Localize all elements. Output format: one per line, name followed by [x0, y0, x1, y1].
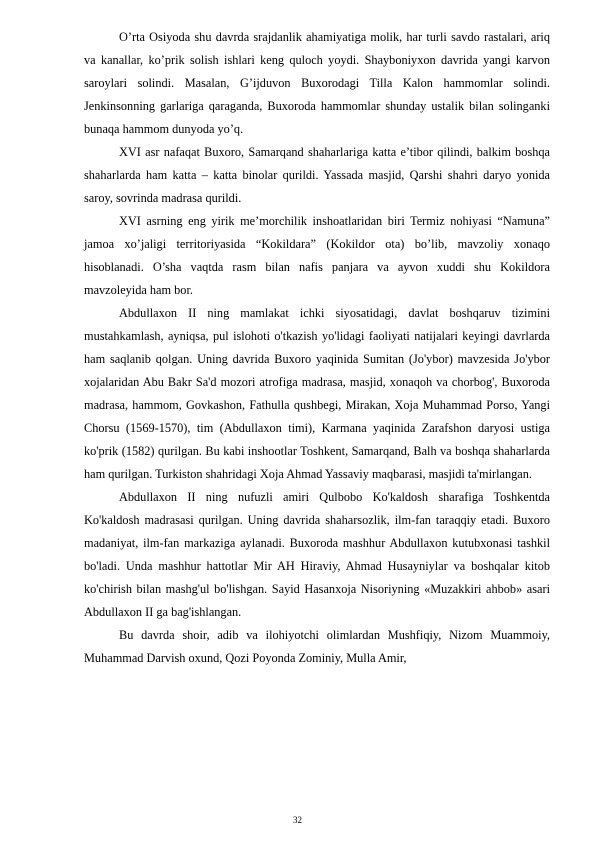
- paragraph-3: XVI asrning eng yirik me’morchilik inshoatlaridan biri Termiz nohiyasi “Namuna” jamoa xo’jaligi territoriyasida “Kokildara” (Kokildor ota) bo’lib, mavzoliy xonaqo hisoblanadi. O’sha vaqtda rasm bilan nafis panjara va ayvon xuddi shu Kokildora mavzoleyida ham bor.: [84, 214, 550, 297]
- body-text: [84, 26, 550, 670]
- paragraph-5: Abdullaxon II ning nufuzli amiri Qulbobo Ko'kaldosh sharafiga Toshkentda Ko'kaldosh madrasasi qurilgan. Uning davrida shaharsozlik, ilm-fan taraqqiy etadi. Buxoro madaniyat, ilm-fan markaziga aylanadi. Buxoroda mashhur Abdullaxon kutubxonasi tashkil bo'ladi. Unda mashhur hattotlar Mir AH Hiraviy, Ahmad Husayniylar va boshqalar kitob ko'chirish bilan mashg'ul bo'lishgan. Sayid Hasanxoja Nisoriyning «Muzakkiri ahbob» asari Abdullaxon II ga bag'ishlangan.: [84, 490, 550, 619]
- paragraph-4: Abdullaxon II ning mamlakat ichki siyosatidagi, davlat boshqaruv tizimini mustahkamlash, ayniqsa, pul islohoti o'tkazish yo'lidagi faoliyati natijalari keyingi davrlarda ham saqlanib qolgan. Uning davrida Buxoro yaqinida Sumitan (Jo'ybor) mavzesida Jo'ybor xojalaridan Abu Bakr Sa'd mozori atrofiga madrasa, masjid, xonaqoh va chorbog', Buxoroda madrasa, hammom, Govkashon, Fathulla qushbegi, Mirakan, Xoja Muhammad Porso, Yangi Chorsu (1569-1570), tim (Abdullaxon timi), Karmana yaqinida Zarafshon daryosi ustiga ko'prik (1582) qurilgan. Bu kabi inshootlar Toshkent, Samarqand, Balh va boshqa shaharlarda ham qurilgan. Turkiston shahridagi Xoja Ahmad Yassaviy maqbarasi, masjidi ta'mirlangan.: [84, 306, 550, 481]
- page-number: 32: [293, 815, 302, 825]
- paragraph-6: Bu davrda shoir, adib va ilohiyotchi olimlardan Mushfiqiy, Nizom Muammoiy, Muhammad Darvish oxund, Qozi Poyonda Zominiy, Mulla Amir,: [84, 628, 550, 665]
- paragraph-1: O’rta Osiyoda shu davrda srajdanlik ahamiyatiga molik, har turli savdo rastalari, ariq va kanallar, ko’prik solish ishlari keng quloch yoydi. Shayboniyxon davrida yangi karvon saroylari solindi. Masalan, G’ijduvon Buxorodagi Tilla Kalon hammomlar solindi. Jenkinsonning garlariga qaraganda, Buxoroda hammomlar shunday ustalik bilan solinganki bunaqa hammom dunyoda yo’q.: [84, 30, 550, 136]
- paragraph-2: XVI asr nafaqat Buxoro, Samarqand shaharlariga katta e’tibor qilindi, balkim boshqa shaharlarda ham katta – katta binolar qurildi. Yassada masjid, Qarshi shahri daryo yonida saroy, sovrinda madrasa qurildi.: [84, 145, 550, 205]
